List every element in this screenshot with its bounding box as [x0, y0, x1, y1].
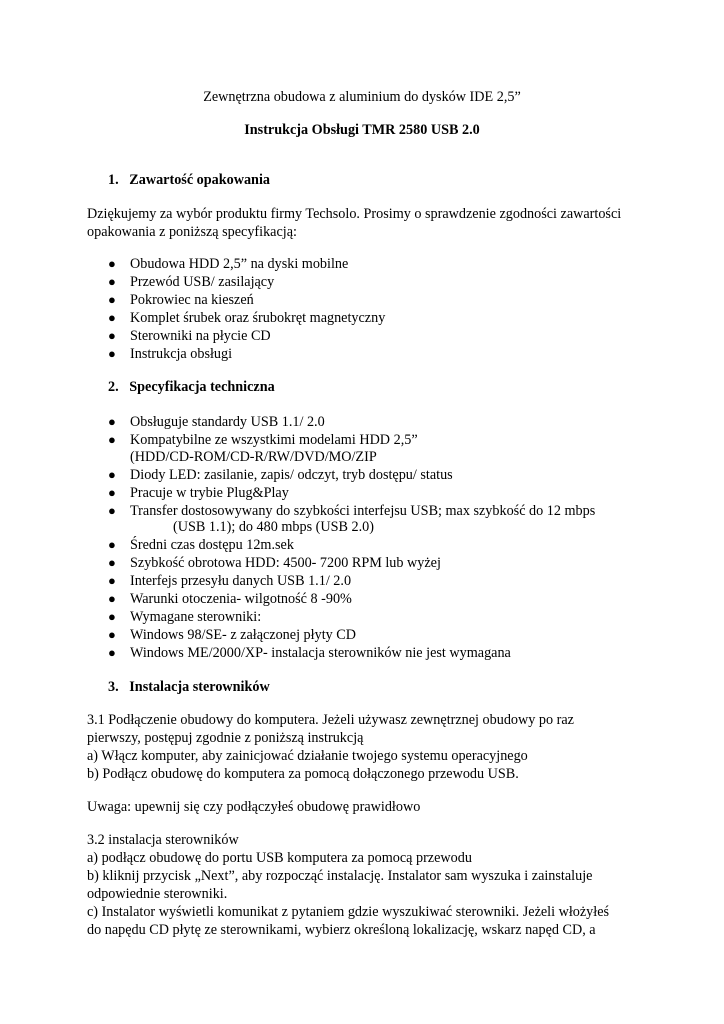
paragraph-line: c) Instalator wyświetli komunikat z pytaniem gdzie wyszukiwać sterowniki. Jeżeli włożyłeś: [87, 904, 610, 920]
list-item: Wymagane sterowniki:: [130, 609, 262, 625]
bullet-icon: ●: [108, 256, 116, 271]
bullet-icon: ●: [108, 346, 116, 361]
section-1-intro-line: opakowania z poniższą specyfikacją:: [87, 224, 297, 240]
list-item: Szybkość obrotowa HDD: 4500- 7200 RPM lub wyżej: [130, 555, 441, 571]
paragraph-line: pierwszy, postępuj zgodnie z poniższą instrukcją: [87, 730, 364, 746]
bullet-icon: ●: [108, 555, 116, 570]
warning-note: Uwaga: upewnij się czy podłączyłeś obudowę prawidłowo: [87, 799, 421, 815]
bullet-icon: ●: [108, 591, 116, 606]
bullet-icon: ●: [108, 432, 116, 447]
list-item: Obudowa HDD 2,5” na dyski mobilne: [130, 256, 349, 272]
bullet-icon: ●: [108, 310, 116, 325]
bullet-icon: ●: [108, 485, 116, 500]
bullet-icon: ●: [108, 274, 116, 289]
document-subtitle: Instrukcja Obsługi TMR 2580 USB 2.0: [244, 122, 480, 138]
list-item: Interfejs przesyłu danych USB 1.1/ 2.0: [130, 573, 352, 589]
section-1-heading: 1. Zawartość opakowania: [108, 172, 270, 188]
paragraph-line: odpowiednie sterowniki.: [87, 886, 228, 902]
bullet-icon: ●: [108, 609, 116, 624]
list-item: Sterowniki na płycie CD: [130, 328, 271, 344]
bullet-icon: ●: [108, 414, 116, 429]
list-item: Przewód USB/ zasilający: [130, 274, 275, 290]
bullet-icon: ●: [108, 537, 116, 552]
list-item: Obsługuje standardy USB 1.1/ 2.0: [130, 414, 325, 430]
document-title: Zewnętrzna obudowa z aluminium do dysków IDE 2,5”: [203, 89, 521, 105]
bullet-icon: ●: [108, 627, 116, 642]
list-item: Pokrowiec na kieszeń: [130, 292, 254, 308]
paragraph-line: 3.1 Podłączenie obudowy do komputera. Jeżeli używasz zewnętrznej obudowy po raz: [87, 712, 574, 728]
bullet-icon: ●: [108, 573, 116, 588]
list-item: Warunki otoczenia- wilgotność 8 -90%: [130, 591, 352, 607]
bullet-icon: ●: [108, 645, 116, 660]
list-item: Średni czas dostępu 12m.sek: [130, 537, 294, 553]
list-item: Pracuje w trybie Plug&Play: [130, 485, 289, 501]
list-item: Diody LED: zasilanie, zapis/ odczyt, tryb dostępu/ status: [130, 467, 453, 483]
bullet-icon: ●: [108, 503, 116, 518]
list-item: Kompatybilne ze wszystkimi modelami HDD 2,5”: [130, 432, 418, 448]
list-item: Windows ME/2000/XP- instalacja sterowników nie jest wymagana: [130, 645, 511, 661]
bullet-icon: ●: [108, 292, 116, 307]
paragraph-line: a) Włącz komputer, aby zainicjować działanie twojego systemu operacyjnego: [87, 748, 528, 764]
list-item: Windows 98/SE- z załączonej płyty CD: [130, 627, 356, 643]
paragraph-line: b) kliknij przycisk „Next”, aby rozpocząć instalację. Instalator sam wyszuka i zainstaluje: [87, 868, 593, 884]
paragraph-line: a) podłącz obudowę do portu USB komputera za pomocą przewodu: [87, 850, 472, 866]
list-item: Komplet śrubek oraz śrubokręt magnetyczny: [130, 310, 386, 326]
paragraph-line: 3.2 instalacja sterowników: [87, 832, 239, 848]
list-item-continuation: (HDD/CD-ROM/CD-R/RW/DVD/MO/ZIP: [130, 449, 377, 465]
paragraph-line: do napędu CD płytę ze sterownikami, wybierz określoną lokalizację, wskarz napęd CD, a: [87, 922, 596, 938]
section-1-intro-line: Dziękujemy za wybór produktu firmy Techsolo. Prosimy o sprawdzenie zgodności zawartości: [87, 206, 622, 222]
list-item: Transfer dostosowywany do szybkości interfejsu USB; max szybkość do 12 mbps: [130, 503, 596, 519]
bullet-icon: ●: [108, 328, 116, 343]
section-2-heading: 2. Specyfikacja techniczna: [108, 379, 275, 395]
section-3-heading: 3. Instalacja sterowników: [108, 679, 270, 695]
list-item: Instrukcja obsługi: [130, 346, 233, 362]
paragraph-line: b) Podłącz obudowę do komputera za pomocą dołączonego przewodu USB.: [87, 766, 519, 782]
list-item-continuation: (USB 1.1); do 480 mbps (USB 2.0): [173, 519, 375, 535]
bullet-icon: ●: [108, 467, 116, 482]
